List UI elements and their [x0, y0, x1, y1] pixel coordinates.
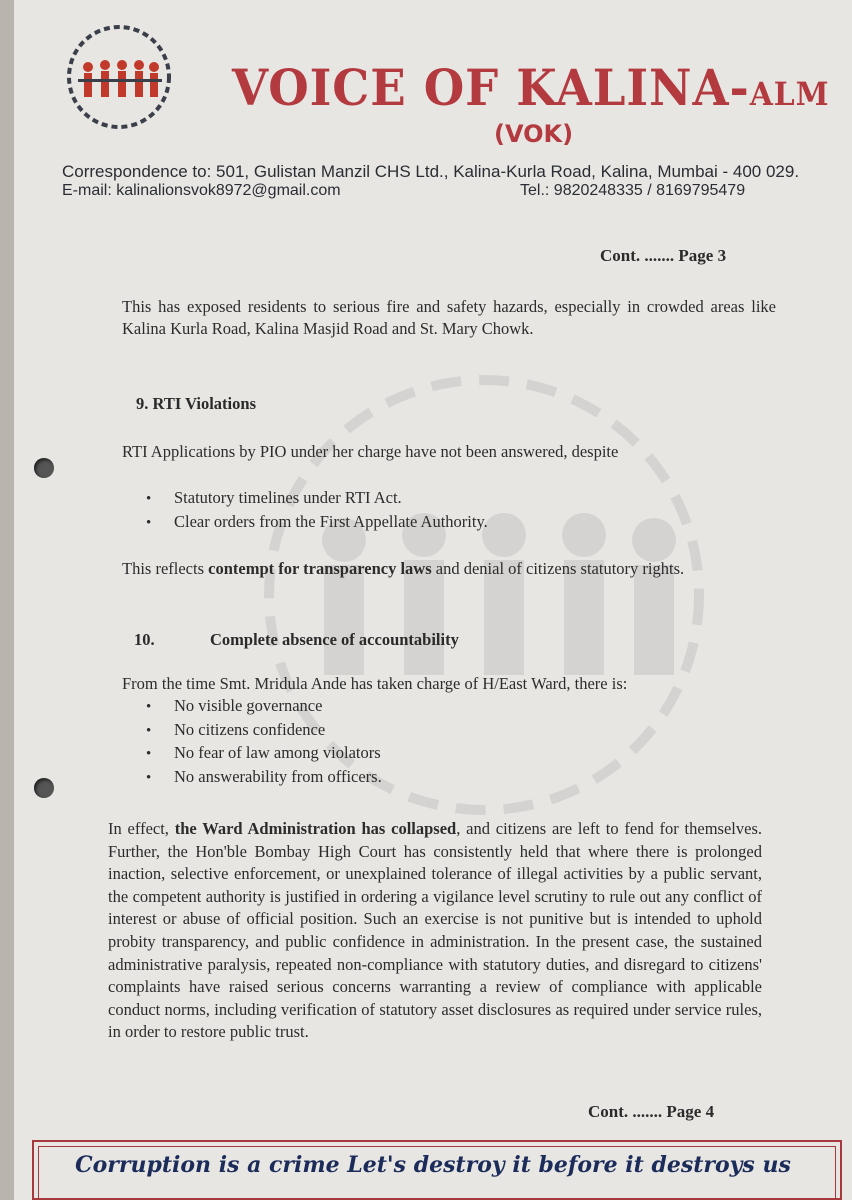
list-item: • No citizens confidence [146, 719, 382, 743]
telephone-numbers: Tel.: 9820248335 / 8169795479 [520, 182, 746, 199]
section-9-intro: RTI Applications by PIO under her charge have not been answered, despite [122, 442, 619, 461]
footer-slogan: Corruption is a crime Let's destroy it before it destroys us [75, 1152, 791, 1178]
section-10-heading: Complete absence of accountability [210, 630, 459, 649]
section-9-heading: 9. RTI Violations [136, 394, 256, 413]
punch-hole-top [34, 458, 54, 478]
continued-page-3: Cont. ....... Page 3 [600, 246, 727, 265]
organization-title: VOICE OF KALINA-ALM [232, 58, 830, 117]
section-10-intro: From the time Smt. Mridula Ande has taken charge of H/East Ward, there is: [122, 674, 628, 693]
section-9-bullets [146, 487, 488, 534]
organization-abbrev: (VOK) [494, 120, 574, 148]
list-item: • Statutory timelines under RTI Act. [146, 487, 488, 511]
vok-logo [64, 22, 174, 132]
email-address: E-mail: kalinalionsvok8972@gmail.com [62, 182, 341, 199]
page-edge [0, 0, 14, 1200]
paragraph-fire-hazards: This has exposed residents to serious fire and safety hazards, especially in crowded areas like Kalina Kurla Road, Kalina Masjid Road and St. Mary Chowk. [122, 297, 776, 338]
list-item: • No answerability from officers. [146, 766, 382, 790]
paragraph-effect: In effect, the Ward Administration has collapsed, and citizens are left to fend for themselves. Further, the Hon'ble Bombay High Court has consistently held that where there is prolonged inaction, selective enforcement, or unexplained tolerance of illegal activities by a public servant, the competent authority is justified in ordering a vigilance level scrutiny to rule out any conflict of interest or abuse of official position. Such an exercise is not punitive but is intended to uphold probity transparency, and public confidence in administration. In the present case, the sustained administrative paralysis, repeated non-compliance with statutory duties, and disregard to citizens' complaints have raised serious concerns warranting a review of compliance with applicable conduct norms, including verification of statutory asset disclosures as required under service rules, in order to restore public trust. [108, 819, 762, 1042]
correspondence-address: Correspondence to: 501, Gulistan Manzil CHS Ltd., Kalina-Kurla Road, Kalina, Mumbai - 400 029. [62, 162, 800, 181]
list-item: • Clear orders from the First Appellate Authority. [146, 511, 488, 535]
document-page [14, 0, 852, 1200]
section-10-number: 10. [134, 630, 155, 649]
section-9-conclusion: This reflects contempt for transparency laws and denial of citizens statutory rights. [122, 559, 685, 578]
list-item: • No fear of law among violators [146, 742, 382, 766]
punch-hole-bottom [34, 778, 54, 798]
section-10-bullets [146, 695, 382, 789]
list-item: • No visible governance [146, 695, 382, 719]
continued-page-4: Cont. ....... Page 4 [588, 1102, 715, 1121]
